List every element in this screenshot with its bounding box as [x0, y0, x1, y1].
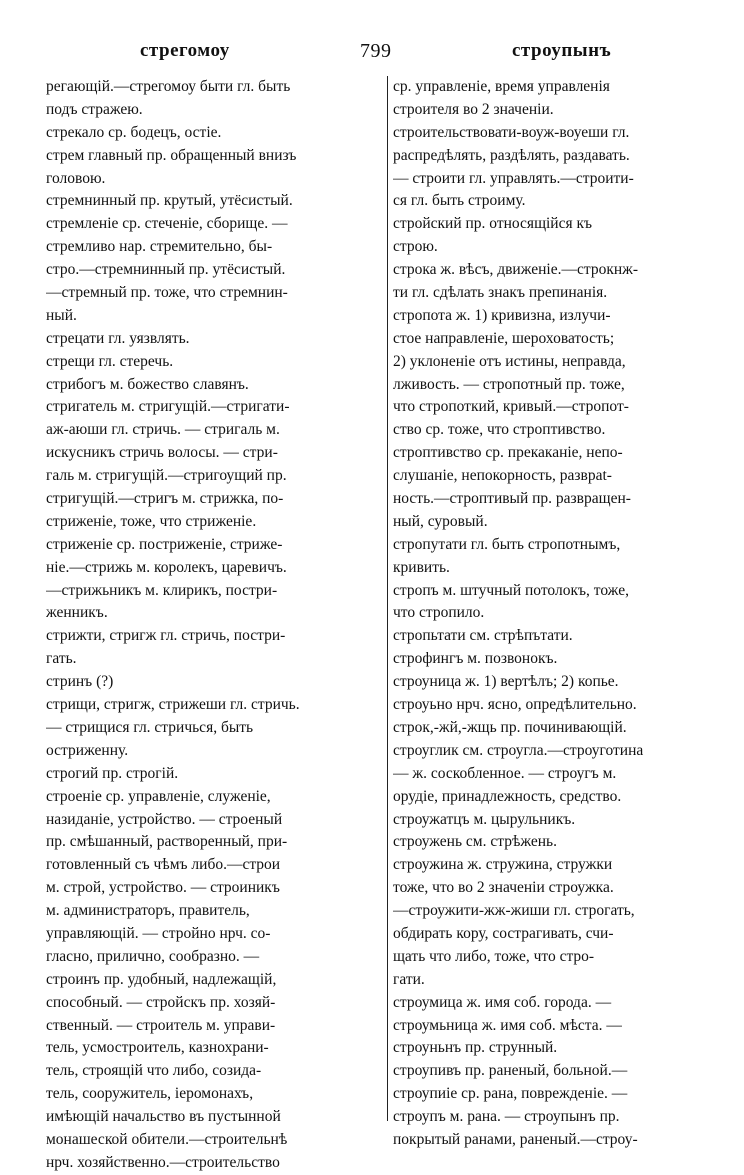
text-line: строуньнъ пр. струнный. — [393, 1039, 558, 1057]
text-line: покрытый ранами, раненый.—строу- — [393, 1130, 638, 1148]
text-line: стрем главный пр. обращенный внизъ — [46, 146, 297, 164]
text-line: строительствовати-воуж-воуеши гл. — [393, 123, 630, 141]
text-line: подъ стражею. — [46, 100, 143, 118]
text-line: монашеской обители.—строительнѣ — [46, 1130, 288, 1148]
text-line: ніе.—стрижь м. королекъ, царевичъ. — [46, 558, 287, 576]
text-line: строителя во 2 значеніи. — [393, 100, 554, 118]
text-line: стрижти, стригж гл. стричь, постри- — [46, 627, 286, 645]
text-line: строупивъ пр. раненый, больной.— — [393, 1062, 628, 1080]
text-line: строуглик см. строугла.—строуготина — [393, 741, 644, 759]
text-line: ственный. — строитель м. управи- — [46, 1016, 276, 1034]
right-running-headword: строупынъ — [512, 40, 612, 61]
text-line: строужень см. стрѣжень. — [393, 833, 557, 851]
text-line: — стрищися гл. стричься, быть — [46, 718, 254, 736]
text-line: стремливо нар. стремительно, бы- — [46, 238, 273, 256]
page-header — [0, 40, 744, 70]
text-line: строптивство ср. прекаканіе, непо- — [393, 444, 623, 462]
text-line: ся гл. быть строиму. — [393, 192, 526, 210]
text-line: нрч. хозяйственно.—строительство — [46, 1153, 280, 1171]
text-line: строгий пр. строгій. — [46, 764, 179, 782]
text-line: тель, сооружитель, іеромонахъ, — [46, 1085, 254, 1103]
text-line: тель, усмостроитель, казнохрани- — [46, 1039, 269, 1057]
text-line: — ж. соскобленное. — строугъ м. — [393, 764, 617, 782]
text-line: м. администраторъ, правитель, — [46, 902, 250, 920]
text-line: распредѣлять, раздѣлять, раздавать. — [393, 146, 630, 164]
text-line: строумьница ж. имя соб. мѣста. — — [393, 1016, 622, 1034]
text-line: ность.—строптивый пр. развращен- — [393, 490, 631, 508]
text-line: искусникъ стричь волосы. — стри- — [46, 444, 278, 462]
text-line: управляющій. — стройно нрч. со- — [46, 924, 271, 942]
text-line: женникъ. — [46, 604, 108, 622]
text-line: щать что либо, тоже, что стро- — [393, 947, 595, 965]
text-line: гать. — [46, 650, 77, 668]
text-line: стриженіе ср. постриженіе, стриже- — [46, 535, 283, 553]
text-line: назиданіе, устройство. — строеный — [46, 810, 283, 828]
text-line: стремленіе ср. стеченіе, сборище. — — [46, 215, 288, 233]
text-line: что стропоткий, кривый.—стропот- — [393, 398, 629, 416]
text-line: гласно, прилично, сообразно. — — [46, 947, 260, 965]
text-line: слушаніе, непокорность, развраt- — [393, 467, 612, 485]
text-line: строужина ж. стружина, стружки — [393, 856, 613, 874]
text-line: —стрижьникъ м. клирикъ, постри- — [46, 581, 278, 599]
text-line: головою. — [46, 169, 106, 187]
text-line: орудіе, принадлежность, средство. — [393, 787, 622, 805]
text-line: лживость. — стропотный пр. тоже, — [393, 375, 625, 393]
text-line: строупиіе ср. рана, поврежденіе. — — [393, 1085, 628, 1103]
right-column — [393, 76, 723, 1152]
text-line: стройский пр. относящійся къ — [393, 215, 593, 233]
text-line: способный. — стройскъ пр. хозяй- — [46, 993, 276, 1011]
text-line: обдирать кору, сострагивать, счи- — [393, 924, 614, 942]
text-line: стрибогъ м. божество славянъ. — [46, 375, 249, 393]
text-line: готовленный съ чѣмъ либо.—строи — [46, 856, 281, 874]
text-line: строупъ м. рана. — строупынъ пр. — [393, 1108, 620, 1126]
text-line: строка ж. вѣсъ, движеніе.—строкнж- — [393, 261, 639, 279]
text-line: пр. смѣшанный, растворенный, при- — [46, 833, 288, 851]
text-line: стригатель м. стригущій.—стригати- — [46, 398, 290, 416]
text-line: стрекало ср. бодецъ, остіе. — [46, 123, 222, 141]
left-running-headword: стрегомоу — [140, 40, 230, 61]
text-line: стремнинный пр. крутый, утёсистый. — [46, 192, 293, 210]
text-line: регающій.—стрегомоу быти гл. быть — [46, 78, 291, 95]
text-line: строуьно нрч. ясно, опредѣлительно. — [393, 696, 637, 714]
text-line: ный, суровый. — [393, 512, 488, 530]
text-line: стригущій.—стригъ м. стрижка, по- — [46, 490, 284, 508]
left-column — [46, 76, 382, 1175]
text-line: строужатцъ м. цырульникъ. — [393, 810, 576, 828]
text-line: стринъ (?) — [46, 673, 114, 691]
text-line: строк,-жй,-жщь пр. починивающій. — [393, 718, 627, 736]
text-line: стро.—стремнинный пр. утёсистый. — [46, 261, 286, 279]
text-line: имѣющій начальство въ пустынной — [46, 1108, 281, 1126]
text-line: стое направленіе, шероховатость; — [393, 329, 615, 347]
text-line: строю. — [393, 238, 438, 256]
text-line: тель, строящій что либо, созида- — [46, 1062, 262, 1080]
text-line: тоже, что во 2 значеніи строужка. — [393, 879, 614, 897]
text-line: ство ср. тоже, что строптивство. — [393, 421, 606, 439]
text-line: стриженіе, тоже, что стриженіе. — [46, 512, 257, 530]
text-line: ный. — [46, 306, 77, 324]
text-line: ср. управленіе, время управленія — [393, 78, 610, 95]
text-line: строумица ж. имя соб. города. — — [393, 993, 612, 1011]
text-line: м. строй, устройство. — строиникъ — [46, 879, 280, 897]
text-line: стрещи гл. стеречь. — [46, 352, 174, 370]
text-line: кривить. — [393, 558, 450, 576]
column-divider — [387, 76, 388, 1121]
text-line: стрецати гл. уязвлять. — [46, 329, 190, 347]
text-line: аж-аюши гл. стричь. — стригаль м. — [46, 421, 280, 439]
text-line: ти гл. сдѣлать знакъ препинанія. — [393, 284, 608, 302]
text-line: стропъ м. штучный потолокъ, тоже, — [393, 581, 629, 599]
text-line: стропота ж. 1) кривизна, излучи- — [393, 306, 611, 324]
text-line: стропьтати см. стрѣпътати. — [393, 627, 573, 645]
text-line: —стремный пр. тоже, что стремнин- — [46, 284, 288, 302]
text-line: —строужити-жж-жиши гл. строгать, — [393, 902, 635, 920]
text-line: галь м. стригущій.—стригоущий пр. — [46, 467, 287, 485]
text-line: остриженну. — [46, 741, 129, 759]
text-line: — строити гл. управлять.—строити- — [393, 169, 634, 187]
text-line: стропутати гл. быть стропотнымъ, — [393, 535, 621, 553]
text-line: что стропило. — [393, 604, 485, 622]
text-line: стрищи, стригж, стрижеши гл. стричь. — [46, 696, 300, 714]
text-line: строфингъ м. позвонокъ. — [393, 650, 558, 668]
text-line: строинъ пр. удобный, надлежащій, — [46, 970, 277, 988]
text-line: 2) уклоненіе отъ истины, неправда, — [393, 352, 626, 370]
page-number: 799 — [360, 40, 392, 62]
text-line: строеніе ср. управленіе, служеніе, — [46, 787, 271, 805]
text-line: гати. — [393, 970, 425, 988]
text-line: строуница ж. 1) вертѣлъ; 2) копье. — [393, 673, 619, 691]
